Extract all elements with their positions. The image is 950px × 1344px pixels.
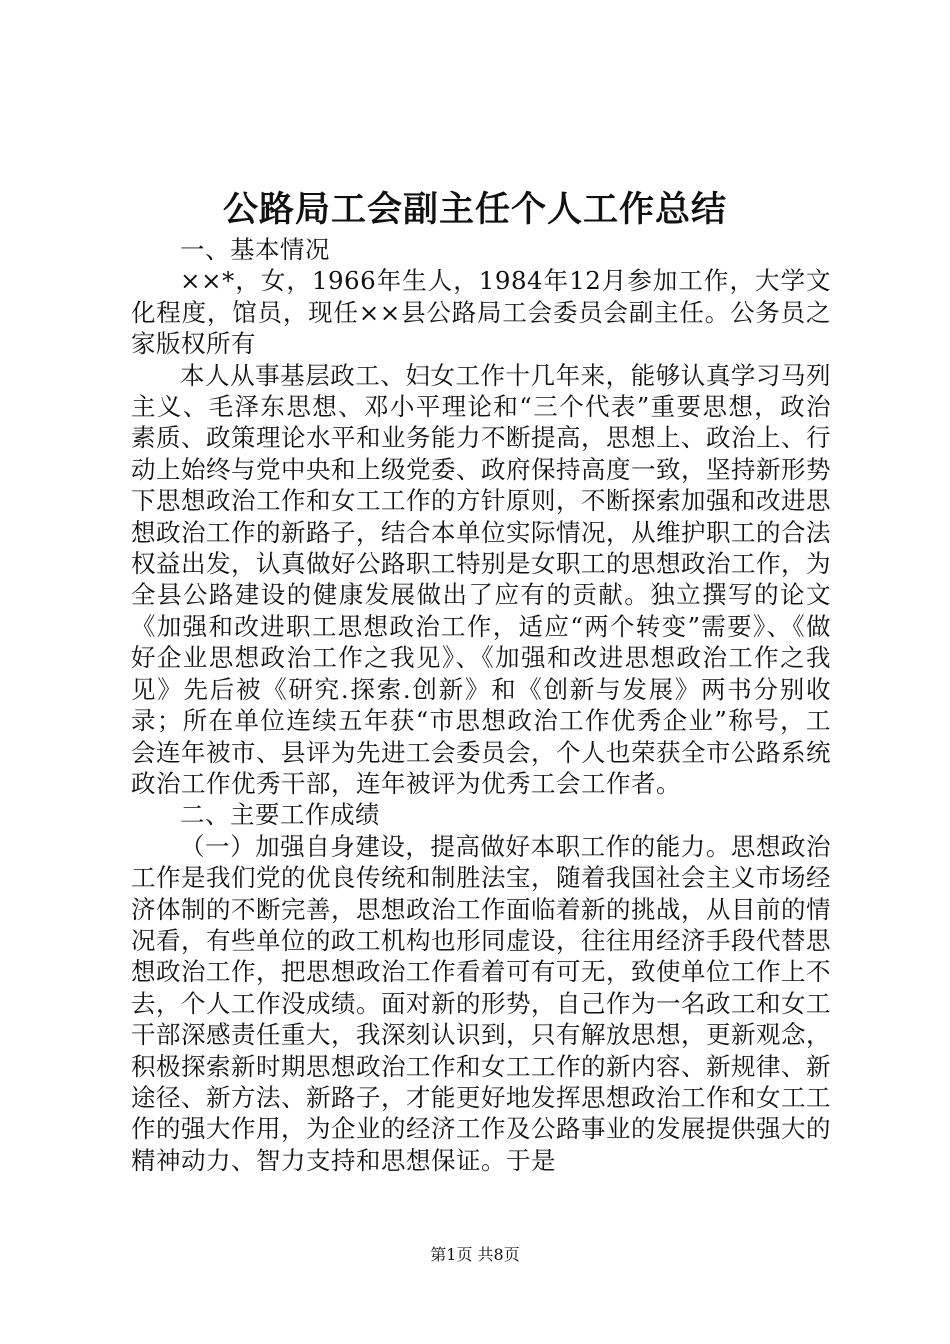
document-body [131, 234, 831, 1176]
section-heading-achievements: 二、主要工作成绩 [180, 800, 380, 830]
section-heading-basic-info: 一、基本情况 [180, 235, 330, 264]
paragraph-self-building: （一）加强自身建设，提高做好本职工作的能力。思想政治工作是我们党的优良传统和制胜法宝，随着我国社会主义市场经济体制的不断完善，思想政治工作面临着新的挑战，从目前的情况看，有些单位的政工机构也形同虚设，往往用经济手段代替思想政治工作，把思想政治工作看着可有可无，致使单位工作上不去，个人工作没成绩。面对新的形势，自己作为一名政工和女工干部深感责任重大，我深刻认识到，只有解放思想，更新观念，积极探索新时期思想政治工作和女工工作的新内容、新规律、新途径、新方法、新路子，才能更好地发挥思想政治工作和女工工作的强大作用，为企业的经济工作及公路事业的发展提供强大的精神动力、智力支持和思想保证。于是 [131, 831, 831, 1175]
paragraph-work-overview: 本人从事基层政工、妇女工作十几年来，能够认真学习马列主义、毛泽东思想、邓小平理论和“三个代表”重要思想，政治素质、政策理论水平和业务能力不断提高，思想上、政治上、行动上始终与党中央和上级党委、政府保持高度一致，坚持新形势下思想政治工作和女工工作的方针原则，不断探索加强和改进思想政治工作的新路子，结合本单位实际情况，从维护职工的合法权益出发，认真做好公路职工特别是女职工的思想政治工作，为全县公路建设的健康发展做出了应有的贡献。独立撰写的论文《加强和改进职工思想政治工作，适应“两个转变”需要》、《做好企业思想政治工作之我见》、《加强和改进思想政治工作之我见》先后被《研究.探索.创新》和《创新与发展》两书分别收录；所在单位连续五年获“市思想政治工作优秀企业”称号，工会连年被市、县评为先进工会委员会，个人也荣获全市公路系统政治工作优秀干部，连年被评为优秀工会工作者。 [131, 360, 831, 798]
document-title: 公路局工会副主任个人工作总结 [222, 189, 727, 230]
page-number-footer: 第1页 共8页 [430, 1245, 520, 1264]
paragraph-personal-info: ××*，女，1966年生人，1984年12月参加工作，大学文化程度，馆员，现任××县公路局工会委员会副主任。公务员之家版权所有 [131, 266, 831, 359]
